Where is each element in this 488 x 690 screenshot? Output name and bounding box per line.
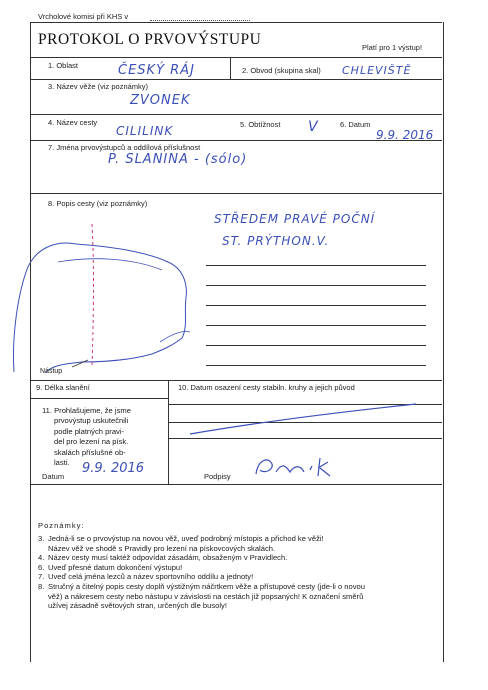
obtiznost-value: V: [308, 119, 319, 135]
declaration-line: prvovýstup uskutečnili: [54, 416, 129, 426]
divider: [30, 193, 442, 194]
copy-note: Platí pro 1 výstup!: [362, 43, 423, 52]
cesta-value: CILILINK: [116, 124, 174, 138]
note-item: 7. Uveď celá jména lezců a název sportovního oddílu a jednoty!: [38, 572, 254, 582]
osazeni-label: 10. Datum osazení cesty stabiln. kruhy a jejich původ: [178, 383, 355, 392]
declaration-line: 11. Prohlašujeme, že jsme: [42, 406, 131, 415]
divider: [30, 380, 442, 381]
divider: [30, 484, 442, 485]
nastup-label: Nástup: [40, 368, 63, 375]
note-item: 4. Název cesty musí taktéž odpovídat zásadám, obsaženým v Pravidlech.: [38, 553, 288, 563]
divider: [30, 114, 442, 115]
header-commission: Vrcholové komisi při KHS v: [38, 12, 129, 21]
note-item: 6. Uveď přesné datum dokončení výstupu!: [38, 562, 183, 572]
datum-footer-value: 9.9. 2016: [82, 461, 145, 476]
note-item: 8. Stručný a čitelný popis cesty doplň výstižným náčrtkem věže a přístupové cesty (jde-li o novou: [38, 581, 365, 591]
divider: [30, 57, 442, 58]
divider: [168, 380, 169, 484]
vez-label: 3. Název věže (viz poznámky): [48, 82, 149, 91]
notes-list: [38, 534, 365, 611]
popis-value-1: STŘEDEM PRAVÉ POČNÍ: [214, 212, 376, 226]
popis-label: 8. Popis cesty (viz poznámky): [48, 199, 148, 208]
obvod-value: CHLEVIŠTĚ: [342, 64, 412, 77]
note-item: 3. Jedná-li se o prvovýstup na novou věž, uveď podrobný místopis a přichod ke věži!: [38, 534, 324, 543]
jmena-label: 7. Jména prvovýstupců a oddílová příslušnost: [48, 143, 201, 152]
declaration: [42, 406, 131, 468]
tower-sketch: [12, 222, 202, 382]
cesta-label: 4. Název cesty: [48, 118, 98, 127]
declaration-line: podle platných pravi-: [54, 426, 125, 436]
declaration-line: lasti.: [54, 458, 70, 468]
note-item: užívej zásadně světových stran, určených dle busoly!: [48, 601, 227, 611]
cancel-stroke: [180, 400, 430, 440]
obtiznost-label: 5. Obtížnost: [240, 120, 281, 129]
jmena-value: P. SLANINA - (sólo): [108, 152, 248, 167]
declaration-line: del pro lezení na písk.: [54, 437, 129, 447]
note-item: věž) a nákresem cesty nebo nástupu v závislosti na cestách již popsaných! K označení směrů: [48, 591, 364, 601]
oblast-label: 1. Oblast: [48, 61, 79, 70]
note-item: Název věž ve shodě s Pravidly pro lezení na pískovcových skalách.: [48, 543, 276, 553]
header-fill-line: [150, 20, 250, 21]
divider: [230, 57, 231, 79]
divider: [30, 79, 442, 80]
divider: [30, 140, 442, 141]
notes-heading: Poznámky:: [38, 521, 85, 530]
declaration-line: skalách příslušné ob-: [54, 447, 126, 457]
divider: [30, 22, 442, 23]
datum-footer-label: Datum: [42, 472, 65, 481]
vez-value: ZVONEK: [130, 93, 191, 108]
oblast-value: ČESKÝ RÁJ: [118, 63, 195, 78]
page-title: PROTOKOL O PRVOVÝSTUPU: [38, 31, 262, 48]
delka-label: 9. Délka slanění: [36, 383, 90, 392]
popis-value-2: ST. PRÝTHON.V.: [222, 234, 330, 248]
datum-label: 6. Datum: [340, 120, 371, 129]
divider: [30, 398, 168, 399]
obvod-label: 2. Obvod (skupina skal): [242, 66, 321, 75]
datum-value: 9.9. 2016: [376, 128, 434, 142]
signature: [252, 452, 352, 482]
podpisy-label: Podpisy: [204, 472, 231, 481]
